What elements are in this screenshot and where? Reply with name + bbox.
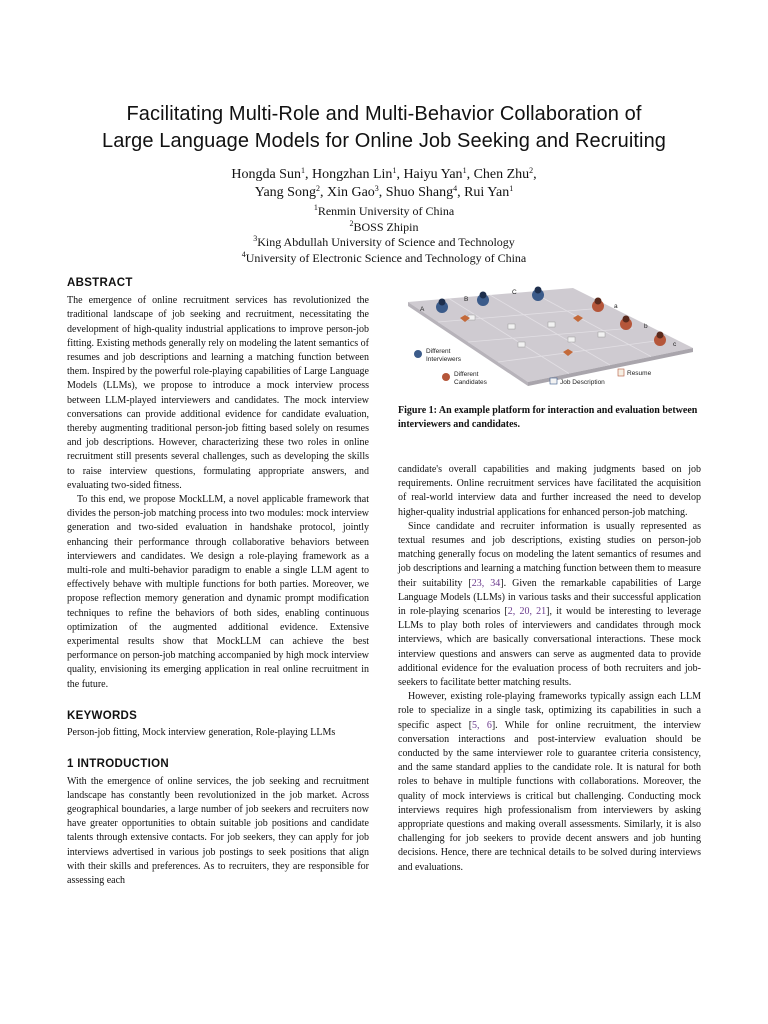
author-affiliation-marker: 1: [462, 166, 467, 175]
paper-title: [40, 101, 728, 155]
author-line-1: [40, 166, 728, 184]
citation-link[interactable]: 2, 20, 21: [507, 606, 547, 618]
abstract-paragraph-1: The emergence of online recruitment services has revolutionized the traditional landscape of job seeking and recruitment, necessitating the development of high-quality industrial applications to improve person-job fitting. Existing methods generally rely on modeling the latent semantics of resumes and job descriptions and learning a matching function between them. Inspired by the powerful role-playing capabilities of Large Language Models (LLMs), we propose to introduce a mock interview process between LLM-played interviewers and candidates. The mock interview conversations can provide additional evidence for candidate evaluation, thereby augmenting traditional person-job fitting based solely on resumes and job descriptions. However, characterizing these two roles in online recruitment still presents several challenges, such as developing the skills to raise interview questions, formulating appropriate answers, and evaluating two-sided fitness.: [67, 295, 369, 491]
paper-title-line-1: Facilitating Multi-Role and Multi-Behavior Collaboration of: [126, 103, 642, 125]
affiliation: [40, 204, 728, 220]
right-column: [398, 463, 701, 875]
introduction-paragraph-1: With the emergence of online services, the job seeking and recruitment landscape has constantly been revolutionized in the job market. Across geographical boundaries, a large number of job seekers and recruiters now have greater opportunities to obtain suitable job positions and candidate talents through extensive contacts. For job seekers, they can apply for job interviews advertised in various job postings to seek positions that align with their skills and preferences. As to recruiters, they are responsible for assessing each: [67, 775, 369, 886]
text-run: ]. While for online recruitment, the interview conversation interactions and post-interview evaluation should be conducted by the same interviewer role to guarantee criteria consistency, and the same standard applies to the candidate role. It is natural for both roles to behave in multiple functions with collaborations. Moreover, the quality of mock interviews is critical but challenging. Conducting mock interviews requires high professionalism from interviewers by asking appropriate questions and making overall assessments. Similarly, it is also challenging for job seekers to provide decent answers and job hunting decisions. Hence, there are technical details to be solved during interviews and evaluations.: [398, 719, 701, 873]
text-run: Since candidate and recruiter information is usually represented as textual resumes and job descriptions, existing studies on person-job matching generally focus on modeling the latent semantics of resumes and job descriptions and learning a matching function between them to measure their suitability [: [398, 520, 701, 589]
author-separator: ,: [466, 167, 474, 182]
figure-1-caption: Figure 1: An example platform for interaction and evaluation between interviewers and candidates.: [398, 405, 698, 430]
legend-candidates-line-2: Candidates: [454, 379, 487, 386]
author-name: Haiyu Yan: [403, 167, 463, 182]
keywords-heading: KEYWORDS: [67, 709, 138, 722]
legend-candidates-line-1: Different: [454, 371, 479, 378]
figure-label-b: b: [644, 323, 648, 330]
introduction-heading: 1 INTRODUCTION: [67, 758, 169, 771]
legend-resume: Resume: [627, 370, 652, 377]
interviewer-head-icon: [480, 292, 487, 299]
intro-paragraph-2: [398, 520, 701, 690]
interviewer-head-icon: [439, 299, 446, 306]
affiliation: [40, 251, 728, 267]
affiliation-number: 1: [313, 203, 318, 212]
candidate-head-icon: [623, 316, 630, 323]
figure-label-C: C: [512, 289, 517, 296]
author-separator: ,: [457, 185, 465, 200]
author-separator: ,: [533, 167, 537, 182]
candidate-head-icon: [595, 298, 602, 305]
text-run: ], it would be interesting to leverage LLMs to play both roles of interviewers and candidates through mock interviews, which are basically conversational interactions. These mock interview questions and answers can serve as augmented data to provide additional evidence for the evaluation process of both recruiters and job-seekers to facilitate better matching results.: [398, 606, 702, 689]
author-name: Hongzhan Lin: [311, 167, 393, 182]
author-name: Hongda Sun: [231, 167, 301, 182]
author-name: Xin Gao: [326, 185, 375, 200]
author-affiliation-marker: 3: [374, 184, 379, 193]
affiliation-list: [40, 204, 728, 266]
affiliation-text: BOSS Zhipin: [353, 219, 419, 234]
abstract-paragraph-2: To this end, we propose MockLLM, a novel applicable framework that divides the person-job matching process into two modules: mock interview generation and two-sided evaluation in handshake protocol, jointly enhancing their performance through collaborative behaviors between interviewers and candidates. We design a role-playing framework as a multi-role and multi-behavior paradigm to enable a single LLM agent to effectively behave with multiple functions for both parties. Moreover, we propose reflection memory generation and dynamic prompt modification techniques to refine the behaviors of both sides, enabling continuous optimization of the augmented additional evidence. Extensive experimental results show that MockLLM can achieve the best performance on person-job matching accompanied by high mock interview quality, envisioning its emerging application in real online recruitment in the future.: [67, 494, 369, 690]
candidate-legend-icon: [442, 373, 450, 381]
affiliation-number: 4: [241, 249, 246, 259]
intro-paragraph-continued: candidate's overall capabilities and making judgments based on job requirements. Online recruitment services have facilitated the acquisition of real-world interview data and further increased the need to develop higher-quality industrial applications for enhanced person-job matching.: [398, 464, 701, 518]
legend-interviewers-line-1: Different: [426, 348, 451, 355]
resume-legend-icon: [618, 369, 624, 376]
affiliation-number: 3: [253, 234, 258, 243]
author-affiliation-marker: 2: [529, 166, 534, 175]
paper-title-line-2: Large Language Models for Online Job Seeking and Recruiting: [101, 130, 667, 152]
author-name: Yang Song: [254, 185, 316, 200]
job-description-legend-icon: [550, 378, 557, 384]
author-separator: ,: [319, 185, 327, 200]
author-list: [40, 166, 728, 202]
author-affiliation-marker: 1: [509, 184, 514, 193]
interviewer-legend-icon: [414, 350, 422, 358]
left-column: [67, 276, 369, 888]
author-affiliation-marker: 1: [392, 166, 397, 175]
figure-label-B: B: [464, 296, 469, 303]
figure-label-c: c: [673, 341, 677, 348]
author-name: Shuo Shang: [385, 185, 454, 200]
affiliation-text: University of Electronic Science and Technology of China: [245, 250, 527, 265]
author-affiliation-marker: 1: [300, 166, 305, 175]
keywords-text: Person-job fitting, Mock interview generation, Role-playing LLMs: [67, 727, 336, 739]
author-separator: ,: [378, 185, 386, 200]
affiliation-text: King Abdullah University of Science and Technology: [257, 235, 515, 249]
author-affiliation-marker: 4: [453, 184, 458, 193]
author-affiliation-marker: 2: [315, 184, 320, 193]
abstract-heading: ABSTRACT: [67, 277, 133, 289]
affiliation: [40, 220, 728, 236]
author-name: Chen Zhu: [473, 167, 530, 182]
interviewer-head-icon: [535, 287, 542, 294]
author-name: Rui Yan: [464, 185, 510, 200]
figure-label-A: A: [420, 306, 425, 313]
text-run: However, existing role-playing frameworks typically assign each LLM role to specialize in a single task, optimizing its capabilities in such a specific aspect [: [398, 691, 701, 731]
legend-job-description: Job Description: [560, 379, 605, 386]
affiliation: [40, 235, 728, 251]
figure-1-illustration: [398, 282, 702, 394]
author-separator: ,: [304, 167, 312, 182]
candidate-head-icon: [657, 332, 664, 339]
citation-link[interactable]: 5, 6: [472, 719, 492, 731]
citation-link[interactable]: 23, 34: [471, 577, 501, 589]
author-separator: ,: [396, 167, 404, 182]
affiliation-number: 2: [349, 218, 354, 228]
text-run: ]. Given the remarkable capabilities of Large Language Models (LLMs) in various tasks and their successful application in role-playing scenarios [: [398, 577, 702, 618]
author-line-2: [40, 184, 728, 202]
intro-paragraph-3: [398, 690, 701, 875]
figure-label-a: a: [614, 303, 618, 310]
legend-interviewers-line-2: Interviewers: [426, 356, 462, 363]
affiliation-text: Renmin University of China: [317, 204, 455, 218]
